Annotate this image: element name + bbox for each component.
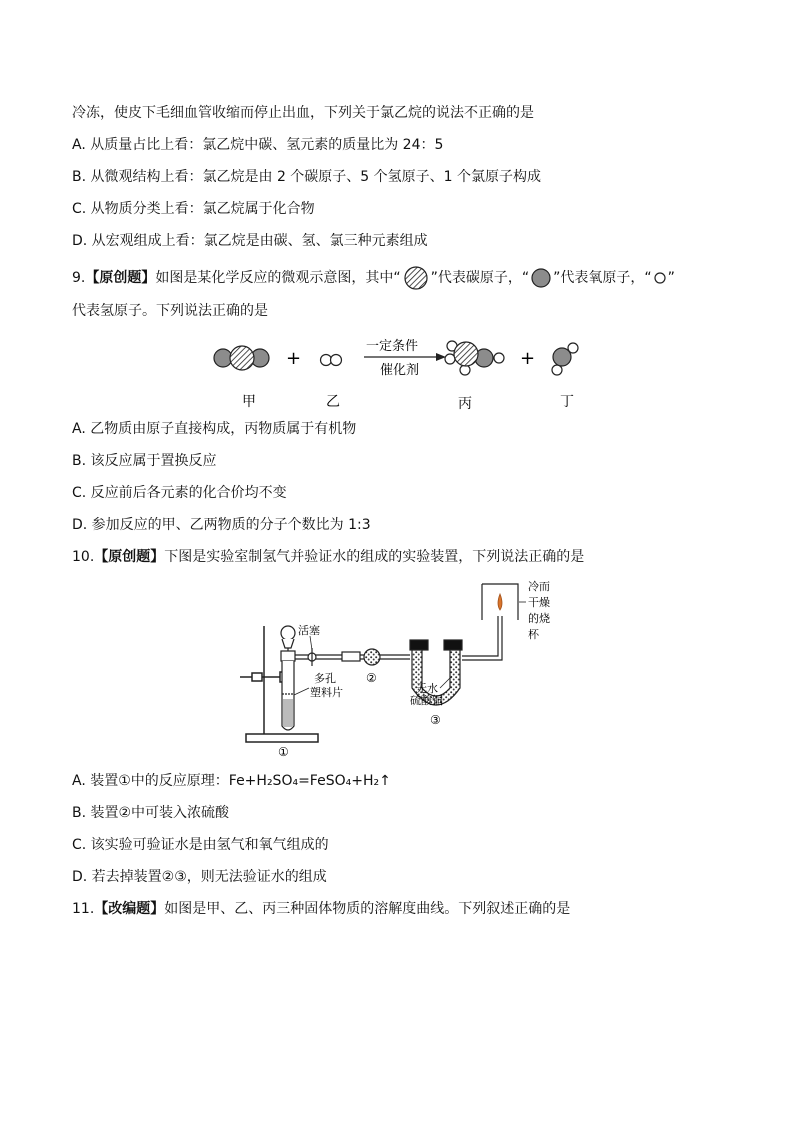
q11-stem-text: 如图是甲、乙、丙三种固体物质的溶解度曲线。下列叙述正确的是	[164, 901, 571, 917]
mark-1: ①	[278, 745, 289, 759]
label-plastic-2: 塑料片	[310, 686, 343, 699]
label-plastic-1: 多孔	[314, 672, 336, 685]
plus-sign-2: +	[520, 348, 536, 369]
q8-option-c: C. 从物质分类上看：氯乙烷属于化合物	[72, 201, 315, 217]
q11-tag: 【改编题】	[94, 901, 165, 917]
q9-option-d: D. 参加反应的甲、乙两物质的分子个数比为 1:3	[72, 517, 371, 533]
label-beaker-2: 干燥	[528, 596, 550, 609]
q10-option-a: A. 装置①中的反应原理：Fe+H₂SO₄=FeSO₄+H₂↑	[72, 773, 391, 789]
molecule-ding	[552, 343, 578, 375]
q10-option-c: C. 该实验可验证水是由氢气和氧气组成的	[72, 837, 329, 853]
label-valve: 活塞	[298, 624, 320, 637]
q10-tag: 【原创题】	[94, 549, 165, 565]
q8-option-d: D. 从宏观组成上看：氯乙烷是由碳、氢、氯三种元素组成	[72, 233, 428, 249]
label-jia: 甲	[242, 394, 256, 410]
hydrogen-atom-icon	[652, 270, 668, 286]
condition-top: 一定条件	[366, 339, 419, 354]
q9-stem-part4: ”	[667, 270, 675, 286]
q9-stem-part3: ”代表氧原子，“	[553, 270, 652, 286]
mark-3: ③	[430, 713, 441, 727]
q9-stem-part1: 如图是某化学反应的微观示意图，其中“	[155, 270, 401, 286]
condition-bottom: 催化剂	[380, 363, 420, 378]
molecule-yi	[321, 355, 342, 366]
q10-option-b: B. 装置②中可装入浓硫酸	[72, 805, 230, 821]
mark-2: ②	[366, 671, 377, 685]
q10-stem	[72, 548, 584, 566]
oxygen-atom-icon	[529, 267, 553, 289]
test-tube-1	[281, 651, 295, 730]
label-beaker-3: 的烧	[528, 612, 550, 625]
label-cuso4-1: 无水	[416, 682, 438, 695]
q9-stem-part2: ”代表碳原子，“	[430, 270, 530, 286]
q8-option-b: B. 从微观结构上看：氯乙烷是由 2 个碳原子、5 个氢原子、1 个氯原子构成	[72, 169, 542, 185]
label-ding: 丁	[560, 394, 574, 410]
reaction-diagram	[200, 330, 600, 415]
molecule-bing	[445, 341, 504, 375]
label-beaker-4: 杯	[528, 628, 539, 641]
q11-number: 11.	[72, 901, 95, 917]
q10-number: 10.	[72, 549, 95, 565]
q9-option-c: C. 反应前后各元素的化合价均不变	[72, 485, 287, 501]
molecule-jia	[214, 346, 269, 370]
plus-sign-1: +	[286, 348, 302, 369]
apparatus-diagram	[230, 576, 560, 761]
drying-bulb-2	[364, 649, 380, 665]
label-beaker-1: 冷而	[528, 580, 550, 593]
iron-stand	[240, 626, 318, 742]
label-bing: 丙	[458, 396, 472, 412]
q8-option-a: A. 从质量占比上看：氯乙烷中碳、氢元素的质量比为 24：5	[72, 137, 444, 153]
q9-number: 9.	[72, 270, 86, 286]
q9-stem-line1	[72, 266, 675, 290]
q9-option-a: A. 乙物质由原子直接构成，丙物质属于有机物	[72, 421, 357, 437]
q10-stem-text: 下图是实验室制氢气并验证水的组成的实验装置，下列说法正确的是	[164, 549, 585, 565]
q8-stem-tail: 冷冻，使皮下毛细血管收缩而停止出血，下列关于氯乙烷的说法不正确的是	[72, 105, 534, 121]
q9-option-b: B. 该反应属于置换反应	[72, 453, 217, 469]
q10-option-d: D. 若去掉装置②③，则无法验证水的组成	[72, 869, 327, 885]
carbon-atom-icon	[401, 266, 431, 290]
q9-stem-line2: 代表氢原子。下列说法正确的是	[72, 303, 268, 319]
q11-stem	[72, 900, 570, 918]
q9-tag: 【原创题】	[85, 270, 156, 286]
label-yi: 乙	[326, 394, 340, 410]
label-cuso4-2: 硫酸铜	[410, 694, 443, 707]
